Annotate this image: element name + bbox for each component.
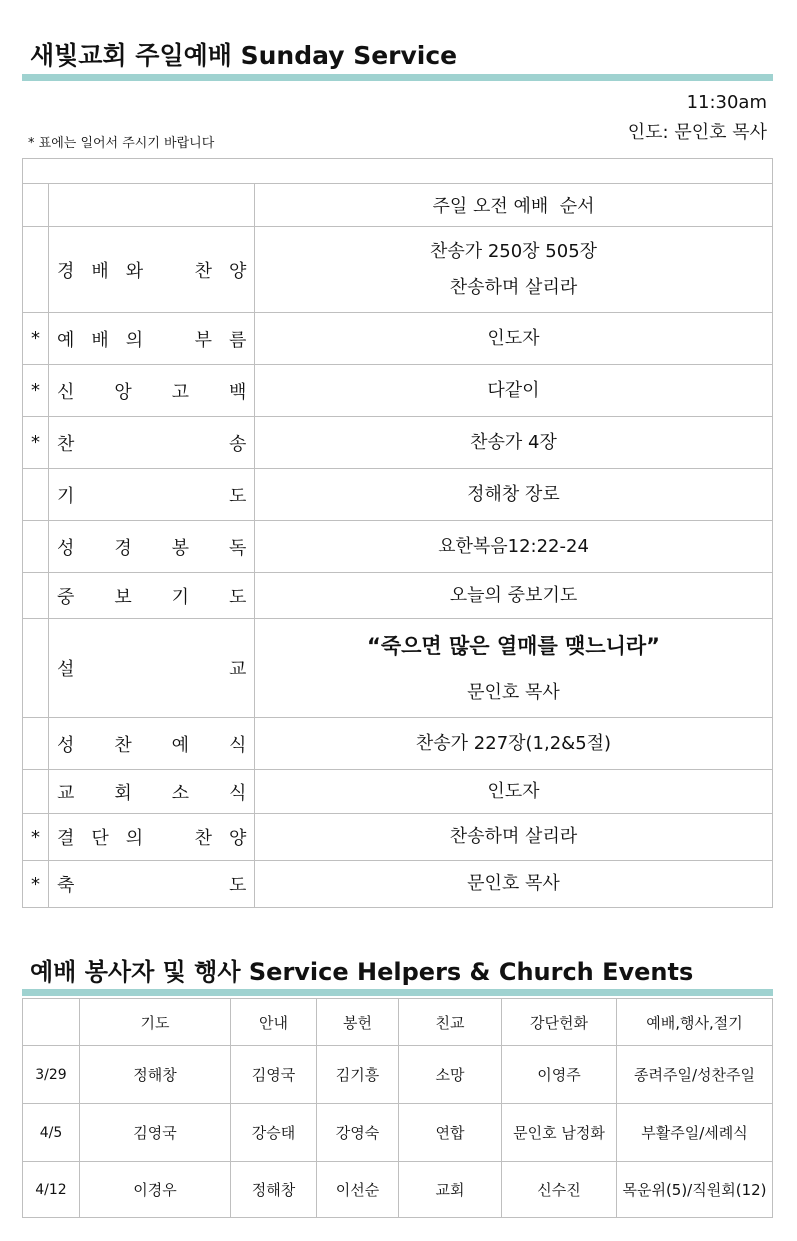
order-item-char: 찬 (194, 260, 212, 282)
order-item-char: 성 (57, 537, 75, 559)
order-item-char: 예 (57, 329, 75, 351)
order-item-char: 설 (57, 659, 75, 680)
order-item-char: 성 (57, 734, 75, 756)
helpers-title: 예배 봉사자 및 행사 Service Helpers & Church Events (30, 958, 694, 986)
accent-bar (22, 74, 773, 81)
helpers-cell: 김영국 (231, 1046, 317, 1104)
order-item-char: 축 (57, 875, 75, 896)
helpers-date: 3/29 (23, 1046, 80, 1104)
order-heading: 주일 오전 예배 순서 (255, 184, 773, 227)
standing-marker: * (23, 365, 49, 417)
helpers-cell: 이선순 (317, 1162, 399, 1218)
order-item-char: 신 (57, 381, 75, 403)
standing-marker (23, 227, 49, 313)
order-item-char: 예 (171, 734, 190, 756)
order-item-char (160, 326, 178, 352)
order-row (23, 313, 773, 365)
order-row (23, 417, 773, 469)
order-item-char: 기 (57, 485, 75, 507)
order-content-cell (255, 770, 773, 814)
order-row (23, 469, 773, 521)
order-item-char: 의 (125, 828, 144, 849)
order-item-cell (49, 227, 255, 313)
order-item-char: 보 (114, 586, 132, 608)
order-content-cell (255, 521, 773, 573)
helpers-cell: 김기흥 (317, 1046, 399, 1104)
order-item-char: 도 (228, 586, 247, 608)
helpers-column-header: 기도 (80, 999, 231, 1046)
order-item-char: 배 (91, 260, 109, 282)
standing-marker: * (23, 313, 49, 365)
helpers-cell: 연합 (399, 1104, 502, 1162)
order-content-line: 요한복음12:22-24 (438, 535, 589, 557)
order-row (23, 861, 773, 908)
page-title: 새빛교회 주일예배 Sunday Service (30, 41, 458, 70)
helpers-cell: 이경우 (80, 1162, 231, 1218)
order-row (23, 770, 773, 814)
standing-marker: * (23, 861, 49, 908)
order-item-cell (49, 417, 255, 469)
order-item-cell (49, 619, 255, 718)
order-item-char: 봉 (171, 537, 190, 559)
order-content-line: 찬송가 250장 505장 (429, 240, 598, 262)
service-time: 11:30am (686, 92, 767, 113)
order-content-cell (255, 365, 773, 417)
helpers-row (23, 1162, 773, 1218)
helpers-cell: 강영숙 (317, 1104, 399, 1162)
order-content-cell (255, 573, 773, 619)
helpers-date: 4/12 (23, 1162, 80, 1218)
order-content-line: 찬송가 4장 (470, 431, 557, 453)
standing-marker: * (23, 814, 49, 861)
order-content-line: 문인호 목사 (467, 682, 560, 703)
order-item-char (160, 824, 178, 850)
order-heading-row (23, 184, 773, 227)
order-item-char: 양 (228, 828, 247, 849)
order-content-cell (255, 619, 773, 718)
order-item-char: 기 (171, 586, 190, 608)
helpers-cell: 정해창 (80, 1046, 231, 1104)
order-item-char: 양 (228, 260, 247, 282)
order-item-cell (49, 573, 255, 619)
order-item-char: 식 (228, 782, 247, 804)
order-row (23, 365, 773, 417)
order-item-char: 경 (57, 260, 75, 282)
order-item-char: 백 (228, 381, 247, 403)
standing-marker: * (23, 417, 49, 469)
order-item-char: 회 (114, 782, 132, 804)
helpers-cell: 김영국 (80, 1104, 231, 1162)
order-item-cell (49, 770, 255, 814)
helpers-accent-bar (22, 989, 773, 996)
order-content-line: 찬송하며 살리라 (449, 276, 578, 298)
order-item-cell (49, 521, 255, 573)
helpers-row (23, 1104, 773, 1162)
order-item-char: 도 (229, 485, 247, 507)
sermon-title: “죽으면 많은 열매를 맺느니라” (367, 634, 660, 658)
order-item-cell (49, 861, 255, 908)
order-item-char: 송 (229, 433, 247, 455)
helpers-cell: 정해창 (231, 1162, 317, 1218)
order-item-char: 교 (229, 659, 247, 680)
order-row (23, 619, 773, 718)
helpers-cell: 신수진 (502, 1162, 617, 1218)
helpers-column-header: 예배,행사,절기 (617, 999, 773, 1046)
order-item-char: 중 (57, 586, 75, 608)
order-item-char: 찬 (57, 433, 75, 455)
order-item-char: 결 (57, 828, 75, 849)
order-item-char: 단 (91, 828, 109, 849)
order-item-char: 배 (91, 329, 109, 351)
order-content-line: 인도자 (487, 780, 540, 802)
order-item-char: 도 (229, 875, 247, 896)
order-item-cell (49, 814, 255, 861)
order-item-char: 독 (228, 537, 247, 559)
order-item-char: 고 (171, 381, 190, 403)
order-item-char: 앙 (114, 381, 132, 403)
helpers-date: 4/5 (23, 1104, 80, 1162)
order-item-char: 식 (228, 734, 247, 756)
order-content-line: 오늘의 중보기도 (449, 584, 578, 606)
order-item-char: 와 (125, 260, 144, 282)
order-item-char: 름 (228, 329, 247, 351)
order-item-cell (49, 313, 255, 365)
helpers-cell: 교회 (399, 1162, 502, 1218)
order-item-char: 찬 (114, 734, 132, 756)
helpers-cell: 문인호 남정화 (502, 1104, 617, 1162)
order-content-line: 찬송가 227장(1,2&5절) (415, 732, 612, 754)
standing-marker (23, 521, 49, 573)
order-item-char: 의 (125, 329, 144, 351)
order-row (23, 521, 773, 573)
order-content-line: 정해창 장로 (467, 483, 560, 505)
helpers-column-header (23, 999, 80, 1046)
order-item-char: 교 (57, 782, 75, 804)
order-content-line: 다같이 (487, 379, 540, 401)
helpers-column-header: 강단헌화 (502, 999, 617, 1046)
helpers-cell: 강승태 (231, 1104, 317, 1162)
helpers-column-header: 친교 (399, 999, 502, 1046)
order-content-cell (255, 718, 773, 770)
order-row (23, 573, 773, 619)
order-row (23, 718, 773, 770)
order-item-char (160, 257, 178, 283)
helpers-column-header: 봉헌 (317, 999, 399, 1046)
order-item-cell (49, 469, 255, 521)
standing-marker (23, 718, 49, 770)
standing-marker (23, 619, 49, 718)
standing-marker (23, 770, 49, 814)
helpers-column-header: 안내 (231, 999, 317, 1046)
order-spacer-row (23, 159, 773, 184)
order-content-line: 문인호 목사 (467, 873, 560, 894)
order-item-char: 경 (114, 537, 132, 559)
order-content-cell (255, 814, 773, 861)
service-leader: 인도: 문인호 목사 (627, 122, 767, 143)
order-content-cell (255, 313, 773, 365)
helpers-cell: 목운위(5)/직원회(12) (617, 1162, 773, 1218)
order-content-cell (255, 469, 773, 521)
order-item-char: 소 (171, 782, 190, 804)
helpers-cell: 소망 (399, 1046, 502, 1104)
order-of-service-table (22, 158, 773, 908)
order-content-line: 찬송하며 살리라 (449, 826, 578, 847)
order-item-char: 부 (194, 329, 212, 351)
helpers-cell: 이영주 (502, 1046, 617, 1104)
helpers-cell: 종려주일/성찬주일 (617, 1046, 773, 1104)
helpers-cell: 부활주일/세례식 (617, 1104, 773, 1162)
helpers-header-row (23, 999, 773, 1046)
helpers-table (22, 998, 773, 1218)
order-content-cell (255, 417, 773, 469)
standing-note: * 표에는 일어서 주시기 바랍니다 (28, 136, 215, 151)
order-row (23, 227, 773, 313)
order-row (23, 814, 773, 861)
standing-marker (23, 469, 49, 521)
order-content-line: 인도자 (487, 327, 540, 349)
order-content-cell (255, 227, 773, 313)
order-content-cell (255, 861, 773, 908)
order-item-char: 찬 (194, 828, 212, 849)
helpers-row (23, 1046, 773, 1104)
order-item-cell (49, 365, 255, 417)
order-item-cell (49, 718, 255, 770)
standing-marker (23, 573, 49, 619)
